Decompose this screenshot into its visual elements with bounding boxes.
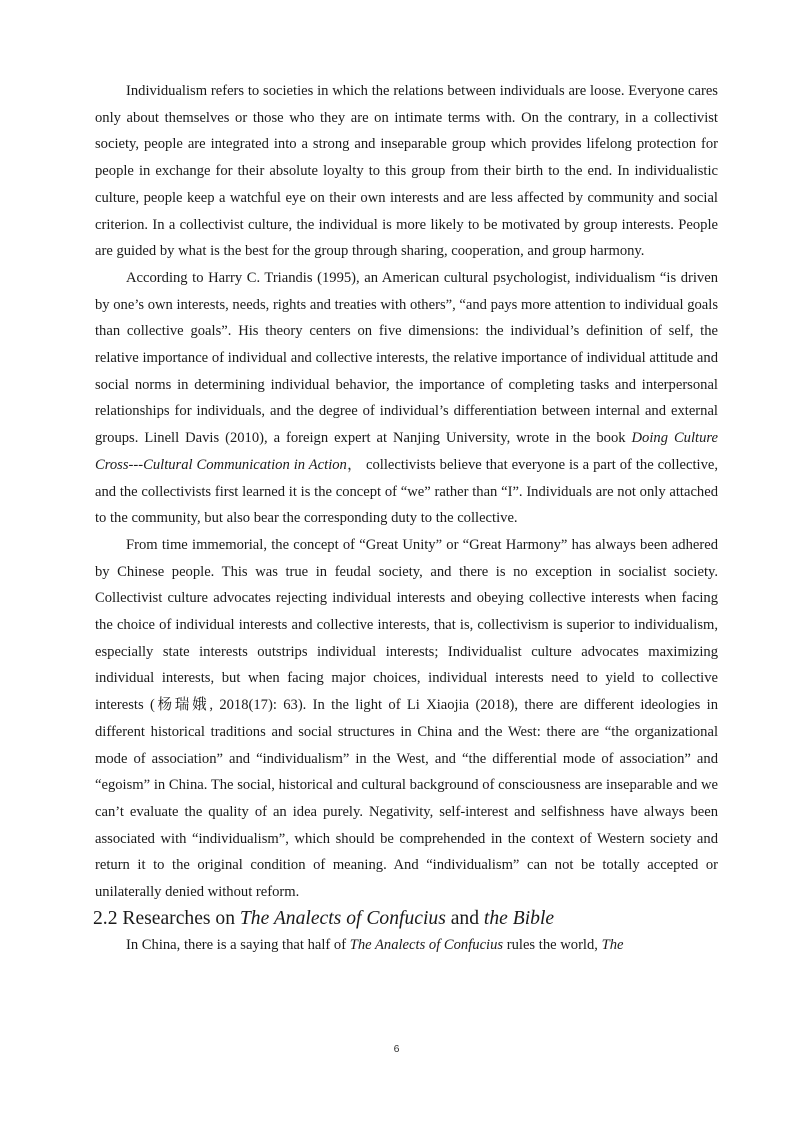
paragraph-triandis-text: According to Harry C. Triandis (1995), an American cultural psychologist, individualism “is driven by one’s own interests, needs, rights and treaties with others”, “and pays more attention to individual goals than collective goals”. His theory centers on five dimensions: the individual’s definition of self, the relative importance of individual and collective interests, the relative importance of individual attitude and social norms in determining individual behavior, the importance of completing tasks and interpersonal relationships for individuals, and the degree of individual’s differentiation between internal and external groups. Linell Davis (2010), a foreign expert at Nanjing University, wrote in the book bbox=[95, 269, 718, 447]
section-heading-prefix: 2.2 Researches on bbox=[93, 907, 240, 929]
document-page bbox=[95, 78, 718, 959]
section-heading-title-bible: the Bible bbox=[483, 907, 555, 929]
paragraph-analects-intro-text: In China, there is a saying that half of bbox=[126, 936, 350, 953]
book-title-doing-culture: Doing Culture Cross---Cultural Communication in Action bbox=[95, 430, 718, 473]
title-trailing-italic: The bbox=[601, 936, 624, 953]
paragraph-individualism-definition: Individualism refers to societies in which the relations between individuals are loose. Everyone cares only about themselves or those who they are on intimate terms with. On the contrary, in a collectivist society, people are integrated into a strong and inseparable group which provides lifelong protection for people in exchange for their absolute loyalty to this group from their birth to the end. In individualistic culture, people keep a watchful eye on their own interests and are less affected by community and social criterion. In a collectivist culture, the individual is more likely to be motivated by group interests. People are guided by what is the best for the group through sharing, cooperation, and group harmony. bbox=[95, 83, 718, 260]
title-analects-inline: The Analects of Confucius bbox=[349, 936, 504, 953]
paragraph-triandis-continued: ， collectivists believe that everyone is a part of the collective, and the collectivists first learned it is the concept of “we” rather than “I”. Individuals are not only attached to the community, but also bear the corresponding duty to the collective. bbox=[95, 456, 719, 527]
paragraph-triandis bbox=[95, 265, 718, 532]
section-heading-title-analects: The Analects of Confucius bbox=[239, 907, 446, 929]
paragraph-analects-intro bbox=[95, 932, 718, 959]
paragraph-great-unity: From time immemorial, the concept of “Great Unity” or “Great Harmony” has always been adhered by Chinese people. This was true in feudal society, and there is no exception in socialist society. Collectivist culture advocates rejecting individual interests and obeying collective interests when facing the choice of individual interests and collective interests, that is, collectivism is superior to individualism, especially state interests outstrips individual interests; Individualist culture advocates maximizing individual interests, but when facing major choices, individual interests need to yield to collective interests (杨瑞娥, 2018(17): 63). In the light of Li Xiaojia (2018), there are different ideologies in different historical traditions and social structures in China and the West: there are “the organizational mode of association” and “individualism” in the West, and “the differential mode of association” and “egoism” in China. The social, historical and cultural background of consciousness are inseparable and we can’t evaluate the quality of an idea purely. Negativity, self-interest and selfishness have always been associated with “individualism”, which should be comprehended in the context of Western society and return it to the original condition of meaning. And “individualism” can not be totally accepted or unilaterally denied without reform. bbox=[95, 536, 718, 901]
section-heading-conjunction: and bbox=[445, 907, 484, 929]
section-heading bbox=[93, 906, 718, 932]
paragraph-analects-intro-continued: rules the world, bbox=[503, 936, 602, 953]
page-number: 6 bbox=[393, 1043, 400, 1055]
